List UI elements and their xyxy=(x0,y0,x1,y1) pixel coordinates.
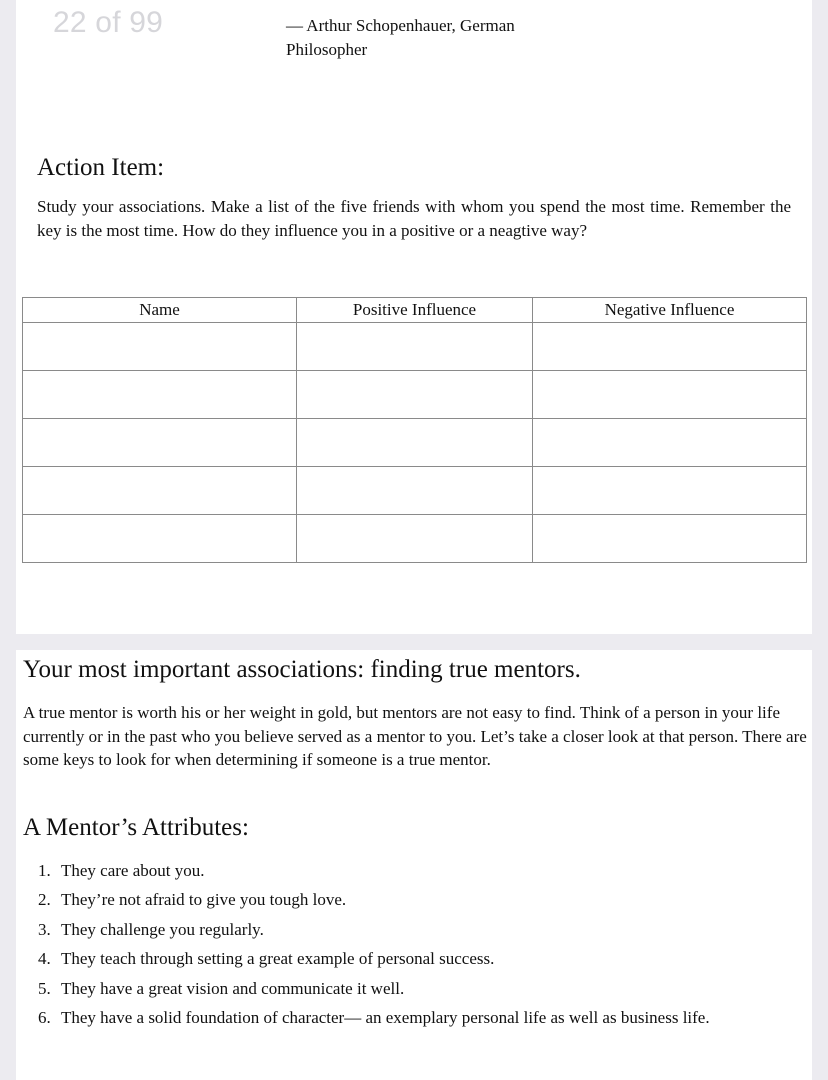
table-row xyxy=(23,323,807,371)
table-row xyxy=(23,467,807,515)
list-item-number: 4. xyxy=(38,949,51,969)
influence-table xyxy=(22,297,807,563)
page-1-content xyxy=(16,0,812,634)
list-item-number: 5. xyxy=(38,978,51,998)
table-cell xyxy=(533,371,807,419)
list-item-number: 1. xyxy=(38,861,51,880)
quote-attribution: — Arthur Schopenhauer, German Philosopher xyxy=(286,16,515,59)
list-item-text: They challenge you regularly. xyxy=(61,919,264,939)
list-item-number: 3. xyxy=(38,919,51,939)
column-header-positive: Positive Influence xyxy=(297,298,533,323)
table-row xyxy=(23,419,807,467)
column-header-negative: Negative Influence xyxy=(533,298,807,323)
table-cell xyxy=(533,419,807,467)
list-item-number: 6. xyxy=(38,1007,51,1027)
list-item xyxy=(38,856,808,885)
list-item-text: They have a great vision and communicate it well. xyxy=(61,978,405,998)
list-item-number: 2. xyxy=(38,890,51,910)
list-item xyxy=(38,885,808,914)
document-page-2 xyxy=(16,650,812,1080)
mentors-paragraph: A true mentor is worth his or her weight in gold, but mentors are not easy to find. Think of a person in your life currently or in the past who you believe served as a mentor to you. Let’s take a closer look at that person. There are some keys to look for when determining if someone is a true mentor. xyxy=(23,703,807,769)
table-cell xyxy=(533,323,807,371)
list-item-text: They’re not afraid to give you tough love. xyxy=(61,890,347,910)
action-item-heading: Action Item: xyxy=(37,154,165,181)
list-item-text: They have a solid foundation of character— an exemplary personal life as well as business life. xyxy=(61,1007,710,1027)
table-cell xyxy=(23,419,297,467)
column-header-name: Name xyxy=(23,298,297,323)
document-page-1 xyxy=(16,0,812,634)
table-cell xyxy=(533,515,807,563)
attributes-list xyxy=(38,856,808,1032)
table-cell xyxy=(23,371,297,419)
table-cell xyxy=(23,323,297,371)
list-item xyxy=(38,944,808,973)
mentors-heading: Your most important associations: finding true mentors. xyxy=(23,656,581,683)
table-cell xyxy=(533,467,807,515)
table-row xyxy=(23,515,807,563)
table-cell xyxy=(297,371,533,419)
list-item-text: They care about you. xyxy=(61,861,205,880)
table-cell xyxy=(23,467,297,515)
table-row xyxy=(23,371,807,419)
list-item xyxy=(38,1003,808,1032)
table-header-row xyxy=(23,298,807,323)
table-cell xyxy=(297,323,533,371)
table-cell xyxy=(23,515,297,563)
list-item-text: They teach through setting a great example of personal success. xyxy=(61,949,495,969)
attributes-heading: A Mentor’s Attributes: xyxy=(23,814,249,841)
table-cell xyxy=(297,419,533,467)
table-cell xyxy=(297,515,533,563)
list-item xyxy=(38,974,808,1003)
list-item xyxy=(38,915,808,944)
table-cell xyxy=(297,467,533,515)
page-counter: 22 of 99 xyxy=(53,6,164,39)
action-item-text: Study your associations. Make a list of the five friends with whom you spend the most time. Remember the key is the most time. How do they influence you in a positive or a neagtive way? xyxy=(37,197,791,240)
